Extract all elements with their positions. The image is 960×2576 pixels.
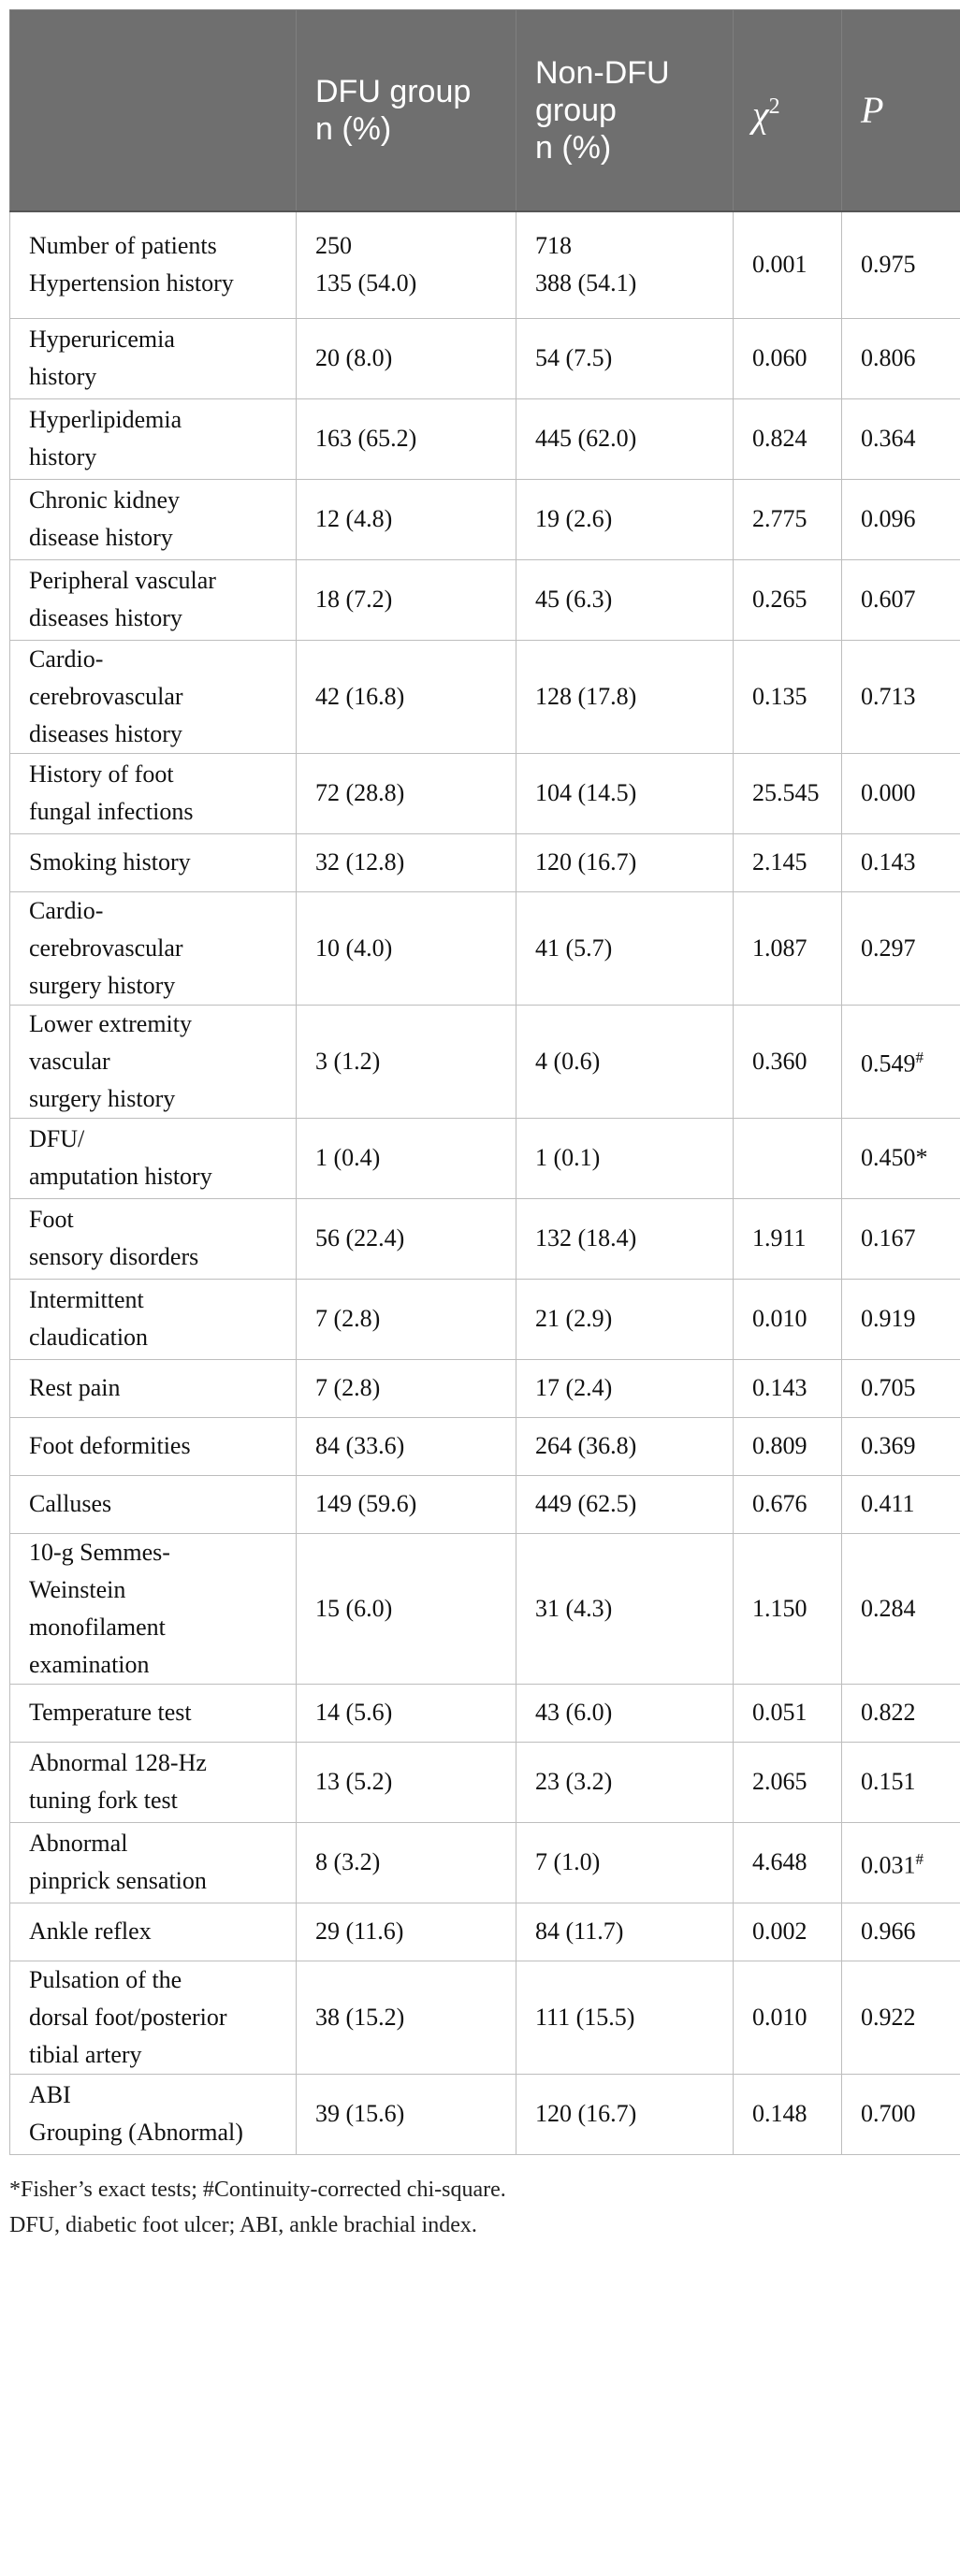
table-row	[10, 753, 960, 833]
dfu-value-text: 3 (1.2)	[315, 1047, 381, 1075]
non-dfu-value-text: 449 (62.5)	[535, 1490, 637, 1517]
chi-square-value	[734, 1359, 842, 1417]
dfu-value	[297, 1822, 516, 1903]
table-row	[10, 559, 960, 640]
p-value	[842, 1961, 960, 2074]
row-label	[10, 1279, 297, 1359]
row-label	[10, 1417, 297, 1475]
non-dfu-value	[516, 1198, 734, 1279]
chi-square-value	[734, 1279, 842, 1359]
non-dfu-value-text: 31 (4.3)	[535, 1594, 613, 1622]
dfu-value-text: 15 (6.0)	[315, 1594, 393, 1622]
non-dfu-value	[516, 753, 734, 833]
chi-square-value	[734, 1742, 842, 1822]
p-value	[842, 1822, 960, 1903]
table-row	[10, 1198, 960, 1279]
row-label-text: Foot deformities	[29, 1432, 191, 1459]
row-label-text: Peripheral vascular diseases history	[29, 567, 216, 631]
p-value	[842, 640, 960, 753]
chi-square-value	[734, 833, 842, 891]
chi-square-value-text: 2.065	[752, 1768, 807, 1795]
table-row	[10, 1475, 960, 1533]
p-value	[842, 318, 960, 398]
non-dfu-value	[516, 559, 734, 640]
chi-square-value-text: 1.911	[752, 1224, 807, 1252]
row-label	[10, 753, 297, 833]
row-label	[10, 891, 297, 1005]
chi-square-value-text: 0.143	[752, 1374, 807, 1401]
row-label-text: Calluses	[29, 1490, 112, 1517]
dfu-value-text: 250 135 (54.0)	[315, 232, 417, 297]
dfu-value	[297, 1533, 516, 1684]
dfu-value	[297, 1198, 516, 1279]
p-value-text: 0.096	[861, 505, 916, 532]
non-dfu-value	[516, 318, 734, 398]
p-value-text: 0.364	[861, 425, 916, 452]
chi-symbol: χ	[752, 93, 769, 136]
non-dfu-value-text: 41 (5.7)	[535, 933, 613, 962]
chi-square-value	[734, 1005, 842, 1118]
row-label	[10, 479, 297, 559]
p-value-text: 0.167	[861, 1224, 916, 1252]
table-row	[10, 1417, 960, 1475]
non-dfu-value-text: 21 (2.9)	[535, 1305, 613, 1332]
p-value-text: 0.919	[861, 1305, 916, 1332]
chi-square-value	[734, 479, 842, 559]
dfu-value	[297, 891, 516, 1005]
row-label-text: Temperature test	[29, 1699, 192, 1726]
non-dfu-value	[516, 398, 734, 479]
table-row	[10, 833, 960, 891]
non-dfu-value-text: 132 (18.4)	[535, 1224, 637, 1252]
dfu-value	[297, 1903, 516, 1961]
non-dfu-value-text: 23 (3.2)	[535, 1768, 613, 1795]
row-label	[10, 1533, 297, 1684]
chi-square-value-text: 0.809	[752, 1432, 807, 1459]
chi-square-value	[734, 1118, 842, 1198]
row-label	[10, 1961, 297, 2074]
chi-square-value-text: 25.545	[752, 779, 820, 806]
row-label	[10, 318, 297, 398]
p-value	[842, 559, 960, 640]
dfu-value-text: 18 (7.2)	[315, 586, 393, 613]
table-footnotes	[9, 2172, 960, 2243]
dfu-value-text: 72 (28.8)	[315, 779, 405, 806]
p-value-text: 0.713	[861, 682, 916, 710]
p-value-text: 0.700	[861, 2100, 916, 2127]
dfu-value-text: 32 (12.8)	[315, 848, 405, 876]
row-label	[10, 1198, 297, 1279]
non-dfu-value-text: 128 (17.8)	[535, 682, 637, 710]
non-dfu-value-text: 445 (62.0)	[535, 425, 637, 452]
table-row	[10, 1684, 960, 1742]
non-dfu-value	[516, 2074, 734, 2154]
non-dfu-value	[516, 1005, 734, 1118]
p-value	[842, 833, 960, 891]
chi-square-value	[734, 559, 842, 640]
chi-square-value	[734, 1475, 842, 1533]
dfu-value	[297, 1279, 516, 1359]
non-dfu-value-text: 718 388 (54.1)	[535, 232, 637, 297]
non-dfu-value	[516, 1684, 734, 1742]
row-label	[10, 1118, 297, 1198]
row-label-text: Pulsation of the dorsal foot/posterior tibial artery	[29, 1965, 227, 2068]
p-value	[842, 211, 960, 318]
dfu-value	[297, 1359, 516, 1417]
p-value-text: 0.705	[861, 1374, 916, 1401]
chi-square-value-text: 2.145	[752, 848, 807, 876]
dfu-value	[297, 2074, 516, 2154]
row-label-text: Smoking history	[29, 848, 191, 876]
p-value-text: 0.151	[861, 1768, 916, 1795]
p-value-text: 0.806	[861, 344, 916, 371]
row-label	[10, 2074, 297, 2154]
dfu-value	[297, 318, 516, 398]
table-row	[10, 891, 960, 1005]
dfu-value-text: 12 (4.8)	[315, 505, 393, 532]
non-dfu-value	[516, 891, 734, 1005]
p-value-note: #	[915, 1049, 924, 1067]
row-label	[10, 1742, 297, 1822]
p-value	[842, 1742, 960, 1822]
dfu-value-text: 20 (8.0)	[315, 344, 393, 371]
row-label-text: History of foot fungal infections	[29, 760, 194, 825]
chi-square-value-text: 0.824	[752, 425, 807, 452]
table-row	[10, 1903, 960, 1961]
header-non-dfu-group: Non-DFU group n (%)	[516, 10, 734, 212]
p-value	[842, 753, 960, 833]
non-dfu-value	[516, 1118, 734, 1198]
dfu-value-text: 56 (22.4)	[315, 1224, 405, 1252]
table-row	[10, 640, 960, 753]
p-value-text: 0.369	[861, 1432, 916, 1459]
data-table	[9, 9, 960, 2155]
p-value-text: 0.031	[861, 1851, 916, 1879]
non-dfu-value-text: 84 (11.7)	[535, 1918, 624, 1945]
chi-square-value	[734, 753, 842, 833]
p-value-text: 0.966	[861, 1918, 916, 1945]
dfu-value	[297, 211, 516, 318]
chi-superscript: 2	[768, 94, 780, 119]
chi-square-value	[734, 1822, 842, 1903]
dfu-value-text: 38 (15.2)	[315, 2003, 405, 2031]
chi-square-value-text: 1.087	[752, 933, 807, 962]
p-value-text: 0.450*	[861, 1144, 928, 1171]
row-label-text: Chronic kidney disease history	[29, 486, 181, 551]
p-value	[842, 398, 960, 479]
chi-square-value-text: 0.360	[752, 1047, 807, 1075]
table-container	[9, 9, 960, 2243]
chi-square-value	[734, 1533, 842, 1684]
table-row	[10, 1279, 960, 1359]
row-label	[10, 1359, 297, 1417]
p-value	[842, 1903, 960, 1961]
non-dfu-value	[516, 1279, 734, 1359]
header-row	[10, 10, 960, 212]
p-value-text: 0.000	[861, 779, 916, 806]
p-value-text: 0.549	[861, 1049, 916, 1078]
p-value	[842, 1279, 960, 1359]
chi-square-value-text: 0.010	[752, 2003, 807, 2031]
chi-square-value	[734, 891, 842, 1005]
p-value-text: 0.284	[861, 1594, 916, 1622]
footnote-1: *Fisher’s exact tests; #Continuity-corrected chi-square.	[9, 2177, 506, 2202]
table-row	[10, 1118, 960, 1198]
dfu-value-text: 42 (16.8)	[315, 682, 405, 710]
p-value-text: 0.822	[861, 1699, 916, 1726]
dfu-value	[297, 1118, 516, 1198]
non-dfu-value	[516, 1533, 734, 1684]
chi-square-value	[734, 640, 842, 753]
p-value	[842, 1198, 960, 1279]
header-p-value: P	[842, 10, 960, 212]
chi-square-value	[734, 1417, 842, 1475]
non-dfu-value-text: 4 (0.6)	[535, 1047, 601, 1075]
table-row	[10, 2074, 960, 2154]
chi-square-value-text: 0.010	[752, 1305, 807, 1332]
non-dfu-value-text: 17 (2.4)	[535, 1374, 613, 1401]
row-label	[10, 1475, 297, 1533]
chi-square-value-text: 0.001	[752, 251, 807, 279]
non-dfu-value-text: 120 (16.7)	[535, 848, 637, 876]
chi-square-value-text: 0.002	[752, 1918, 807, 1945]
row-label-text: Cardio- cerebrovascular surgery history	[29, 896, 183, 999]
dfu-value-text: 149 (59.6)	[315, 1490, 417, 1517]
p-value-text: 0.922	[861, 2003, 916, 2031]
non-dfu-value	[516, 1822, 734, 1903]
non-dfu-value-text: 19 (2.6)	[535, 505, 613, 532]
non-dfu-value-text: 120 (16.7)	[535, 2100, 637, 2127]
row-label-text: DFU/ amputation history	[29, 1125, 212, 1190]
table-row	[10, 479, 960, 559]
header-chi-square	[734, 10, 842, 212]
chi-square-value-text: 0.135	[752, 682, 807, 710]
table-row	[10, 1359, 960, 1417]
table-row	[10, 398, 960, 479]
non-dfu-value-text: 43 (6.0)	[535, 1699, 613, 1726]
non-dfu-value-text: 1 (0.1)	[535, 1144, 601, 1171]
row-label	[10, 211, 297, 318]
row-label-text: Ankle reflex	[29, 1918, 152, 1945]
chi-square-value-text: 0.676	[752, 1490, 807, 1517]
non-dfu-value	[516, 479, 734, 559]
p-value	[842, 2074, 960, 2154]
dfu-value	[297, 559, 516, 640]
p-value	[842, 1359, 960, 1417]
chi-square-value-text: 4.648	[752, 1848, 807, 1875]
chi-square-value	[734, 1684, 842, 1742]
p-value-text: 0.607	[861, 586, 916, 613]
dfu-value-text: 7 (2.8)	[315, 1374, 381, 1401]
dfu-value	[297, 398, 516, 479]
p-value	[842, 891, 960, 1005]
row-label	[10, 398, 297, 479]
dfu-value-text: 13 (5.2)	[315, 1768, 393, 1795]
dfu-value-text: 84 (33.6)	[315, 1432, 405, 1459]
row-label	[10, 1005, 297, 1118]
non-dfu-value	[516, 1417, 734, 1475]
dfu-value-text: 39 (15.6)	[315, 2100, 405, 2127]
chi-square-value	[734, 318, 842, 398]
dfu-value-text: 10 (4.0)	[315, 933, 393, 962]
chi-square-value-text: 0.051	[752, 1699, 807, 1726]
non-dfu-value-text: 54 (7.5)	[535, 344, 613, 371]
table-row	[10, 211, 960, 318]
chi-square-value	[734, 211, 842, 318]
chi-square-value	[734, 2074, 842, 2154]
header-variable	[10, 10, 297, 212]
non-dfu-value-text: 104 (14.5)	[535, 779, 637, 806]
row-label-text: ABI Grouping (Abnormal)	[29, 2081, 243, 2146]
p-value-text: 0.297	[861, 933, 916, 962]
non-dfu-value-text: 264 (36.8)	[535, 1432, 637, 1459]
row-label-text: 10-g Semmes- Weinstein monofilament examination	[29, 1538, 170, 1678]
dfu-value-text: 7 (2.8)	[315, 1305, 381, 1332]
p-value-text: 0.411	[861, 1490, 915, 1517]
dfu-value	[297, 640, 516, 753]
dfu-value	[297, 833, 516, 891]
chi-square-value	[734, 1961, 842, 2074]
row-label-text: Cardio- cerebrovascular diseases history	[29, 644, 183, 747]
non-dfu-value	[516, 1359, 734, 1417]
dfu-value	[297, 479, 516, 559]
dfu-value-text: 14 (5.6)	[315, 1699, 393, 1726]
non-dfu-value-text: 7 (1.0)	[535, 1848, 601, 1875]
dfu-value	[297, 1005, 516, 1118]
dfu-value-text: 163 (65.2)	[315, 425, 417, 452]
chi-square-value	[734, 1903, 842, 1961]
chi-square-value	[734, 398, 842, 479]
non-dfu-value	[516, 1475, 734, 1533]
row-label	[10, 1822, 297, 1903]
dfu-value-text: 29 (11.6)	[315, 1918, 404, 1945]
non-dfu-value	[516, 1742, 734, 1822]
row-label-text: Hyperuricemia history	[29, 326, 175, 390]
p-value	[842, 1417, 960, 1475]
table-row	[10, 318, 960, 398]
row-label	[10, 640, 297, 753]
table-row	[10, 1961, 960, 2074]
table-body	[10, 211, 960, 2154]
non-dfu-value	[516, 833, 734, 891]
non-dfu-value	[516, 211, 734, 318]
dfu-value-text: 1 (0.4)	[315, 1144, 381, 1171]
chi-square-value-text: 0.060	[752, 344, 807, 371]
row-label	[10, 1903, 297, 1961]
p-value	[842, 1118, 960, 1198]
non-dfu-value-text: 45 (6.3)	[535, 586, 613, 613]
row-label-text: Lower extremity vascular surgery history	[29, 1009, 192, 1112]
dfu-value	[297, 753, 516, 833]
row-label-text: Intermittent claudication	[29, 1286, 149, 1351]
p-value-note: #	[915, 1849, 924, 1868]
non-dfu-value	[516, 1961, 734, 2074]
non-dfu-value	[516, 640, 734, 753]
p-value	[842, 1005, 960, 1118]
dfu-value	[297, 1475, 516, 1533]
chi-square-value-text: 0.148	[752, 2100, 807, 2127]
row-label-text: Rest pain	[29, 1374, 121, 1401]
chi-square-value	[734, 1198, 842, 1279]
row-label	[10, 559, 297, 640]
table-row	[10, 1005, 960, 1118]
p-value	[842, 1684, 960, 1742]
row-label-text: Hyperlipidemia history	[29, 406, 182, 470]
chi-square-value-text: 2.775	[752, 505, 807, 532]
dfu-value	[297, 1684, 516, 1742]
footnote-2: DFU, diabetic foot ulcer; ABI, ankle brachial index.	[9, 2212, 477, 2237]
row-label-text: Number of patients Hypertension history	[29, 232, 234, 297]
row-label-text: Foot sensory disorders	[29, 1206, 199, 1270]
p-value	[842, 1533, 960, 1684]
table-row	[10, 1742, 960, 1822]
p-value-text: 0.975	[861, 251, 916, 279]
table-row	[10, 1533, 960, 1684]
p-value-text: 0.143	[861, 848, 916, 876]
row-label	[10, 1684, 297, 1742]
p-value	[842, 1475, 960, 1533]
chi-square-value-text: 0.265	[752, 586, 807, 613]
table-header	[10, 10, 960, 212]
dfu-value-text: 8 (3.2)	[315, 1848, 381, 1875]
table-row	[10, 1822, 960, 1903]
row-label	[10, 833, 297, 891]
row-label-text: Abnormal 128-Hz tuning fork test	[29, 1749, 207, 1814]
p-value	[842, 479, 960, 559]
chi-square-value-text: 1.150	[752, 1594, 807, 1622]
row-label-text: Abnormal pinprick sensation	[29, 1830, 207, 1894]
dfu-value	[297, 1417, 516, 1475]
non-dfu-value-text: 111 (15.5)	[535, 2003, 635, 2031]
non-dfu-value	[516, 1903, 734, 1961]
dfu-value	[297, 1961, 516, 2074]
header-dfu-group: DFU group n (%)	[297, 10, 516, 212]
dfu-value	[297, 1742, 516, 1822]
